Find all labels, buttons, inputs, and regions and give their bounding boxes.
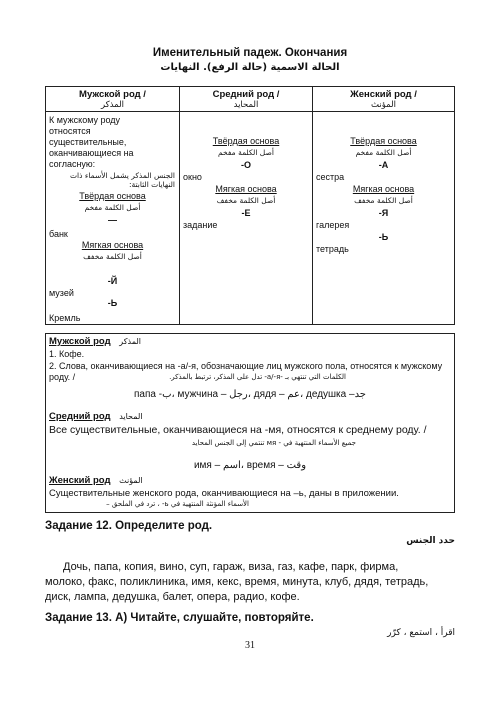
info-neuter-examples: имя – اسم، время – وقت [193,460,307,471]
masculine-example-muzey: музей [49,288,74,298]
task12-word-list-line2: молоко, факс, поликлиника, имя, кекс, время, минута, клуб, дядя, тетрадь, [45,576,429,588]
info-item-masculine-words-arabic: الكلمات التي تنتهي بـ -а/-я- تدل على المذكر، ترتبط بالمذكر. [169,373,346,381]
info-neuter-heading: Средний род المحايد [49,411,143,422]
masculine-intro-arabic: الجنس المذكر يشمل الأسماء ذات النهايات الثابتة: [70,171,175,189]
task13-title-arabic: اقرأ ، استمع ، كرّر [387,628,455,638]
masculine-hard-stem: Твёрдая основа [79,191,146,201]
info-neuter-rule-arabic: جميع الأسماء المنتهية في - мя تنتمي إلى الجنس المحايد [191,439,356,447]
task12-word-list-line3: диск, лампа, дедушка, балет, опера, радио, кофе. [45,591,300,603]
neuter-example-zadanie: задание [183,220,218,230]
neuter-ending-e: -Е [241,208,251,218]
masculine-zero-ending: — [108,215,117,225]
endings-table [45,86,455,325]
page-title: Именительный падеж. Окончания [152,47,348,59]
header-feminine: Женский род / [350,89,417,100]
neuter-ending-o: -О [241,160,251,170]
feminine-ending-a: -А [378,160,389,170]
task12-word-list: Дочь, папа, копия, вино, суп, гараж, виза, газ, кафе, парк, фирма, [63,561,399,573]
feminine-soft-stem: Мягкая основа [352,184,415,194]
feminine-example-galereya: галерея [316,220,350,230]
masculine-ending-y: -Й [107,276,118,286]
exceptions-box [45,333,455,513]
header-masculine: Мужской род / [79,89,146,100]
feminine-ending-soft-sign: -Ь [378,232,389,242]
info-item-coffee: 1. Кофе. [49,349,85,359]
masculine-example-bank: банк [49,229,68,239]
info-neuter-rule: Все существительные, оканчивающиеся на -мя, относятся к среднему роду. / [49,424,427,436]
page-subtitle-arabic: الحالة الاسمية (حالة الرفع). النهايات [160,62,340,73]
page-number: 31 [245,640,255,651]
task13-title: Задание 13. А) Читайте, слушайте, повторяйте. [45,612,314,624]
masculine-soft-stem-arabic: أصل الكلمة مخفف [83,252,142,261]
feminine-ending-ya: -Я [378,208,389,218]
feminine-example-tetrad: тетрадь [316,244,349,254]
feminine-hard-stem-arabic: أصل الكلمة مفخم [355,148,412,157]
info-masculine-heading: Мужской род المذكر [49,336,141,347]
header-feminine-arabic: المؤنث [371,100,396,110]
neuter-hard-stem: Твёрдая основа [212,136,280,146]
info-feminine-rule: Существительные женского рода, оканчивающиеся на –ь, даны в приложении. [49,488,399,499]
feminine-hard-stem: Твёрдая основа [350,136,417,146]
neuter-soft-stem-arabic: أصل الكلمة مخفف [216,196,276,205]
header-neuter-arabic: المحايد [233,100,259,110]
neuter-hard-stem-arabic: أصل الكلمة مفخم [218,148,274,157]
task12-title-arabic: حدد الجنس [406,536,455,546]
info-feminine-heading: Женский род المؤنث [49,475,143,486]
info-feminine-rule-arabic: الأسماء المؤنثة المنتهية في ь- ، ترد في الملحق – [106,500,249,508]
masculine-hard-stem-arabic: أصل الكلمة مفخم [84,203,141,212]
info-masculine-examples: папа -ب، мужчина – رجل، дядя – عم، дедушка –جد [134,389,366,400]
info-item-masculine-words: 2. Слова, оканчивающиеся на -а/-я, обозначающие лиц мужского пола, относятся к мужскому роду. / [49,361,443,382]
masculine-soft-stem: Мягкая основа [81,240,144,250]
task12-title: Задание 12. Определите род. [45,520,213,532]
feminine-soft-stem-arabic: أصل الكلمة مخفف [354,196,413,205]
feminine-example-sestra: сестра [316,172,345,182]
masculine-example-kreml: Кремль [49,313,81,323]
header-neuter: Средний род / [212,89,280,100]
neuter-soft-stem: Мягкая основа [215,184,277,194]
masculine-ending-soft-sign: -Ь [107,298,118,308]
neuter-example-okno: окно [183,172,202,182]
header-masculine-arabic: المذكر [100,100,125,110]
masculine-intro: К мужскому роду относятся существительные, оканчивающиеся на согласную: [49,115,134,169]
